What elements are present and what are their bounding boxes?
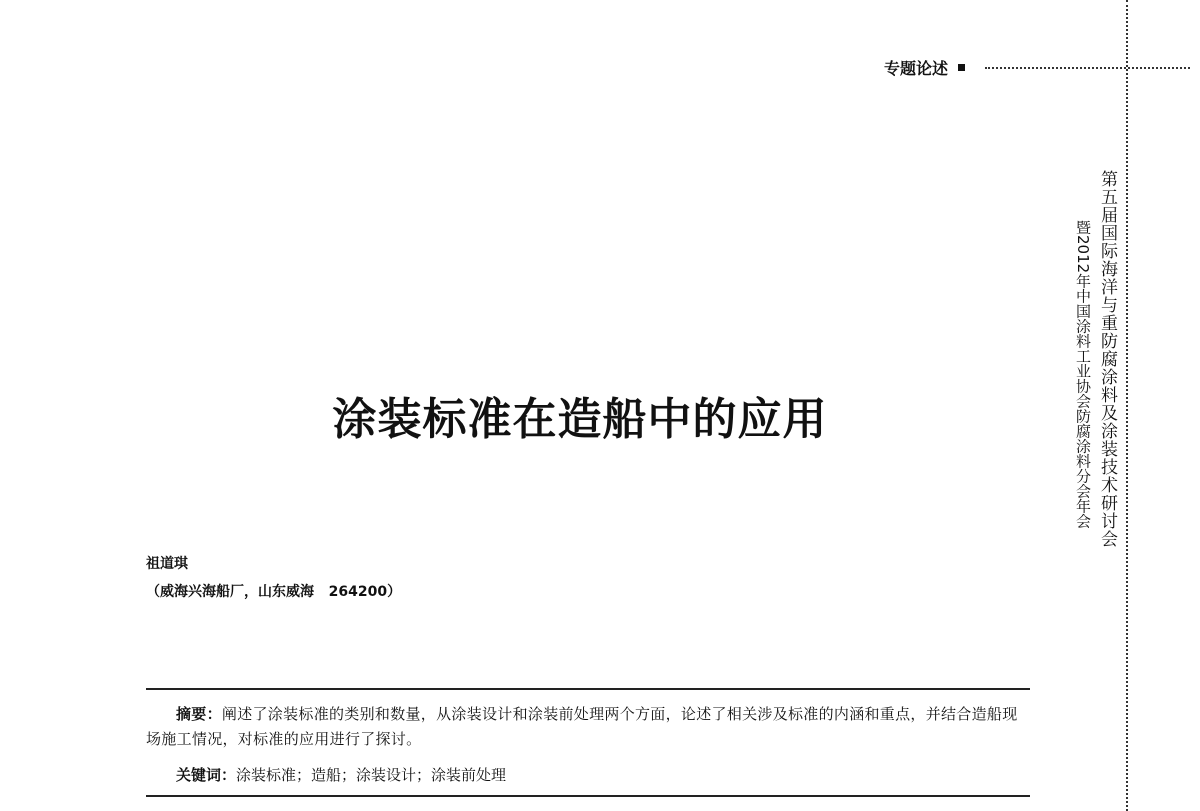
abstract-block [146,702,1030,752]
keywords-block [146,763,1030,788]
abstract-bottom-rule [146,795,1030,797]
conference-name-line-1: 第五届国际海洋与重防腐涂料及涂装技术研讨会 [1097,170,1117,548]
section-header-label: 专题论述 [884,58,949,78]
section-marker-square [958,64,965,71]
abstract-top-rule [146,688,1030,690]
margin-dotted-vertical-line [1126,0,1128,811]
author-affiliation: （威海兴海船厂，山东威海 264200） [146,584,402,600]
header-dotted-leader [985,67,1190,69]
keywords-label: 关键词： [176,766,237,784]
abstract-paragraph [146,702,1030,752]
article-title: 涂装标准在造船中的应用 [332,394,828,445]
author-name: 祖道琪 [146,556,188,572]
conference-name-line-2: 暨2012年中国涂料工业协会防腐涂料分会年会 [1074,220,1092,529]
abstract-label: 摘要： [176,705,222,723]
abstract-text: 阐述了涂装标准的类别和数量，从涂装设计和涂装前处理两个方面，论述了相关涉及标准的内涵和重点，并结合造船现场施工情况，对标准的应用进行了探讨。 [146,705,1018,748]
section-header [884,55,965,79]
keywords-text: 涂装标准；造船；涂装设计；涂装前处理 [236,766,507,784]
